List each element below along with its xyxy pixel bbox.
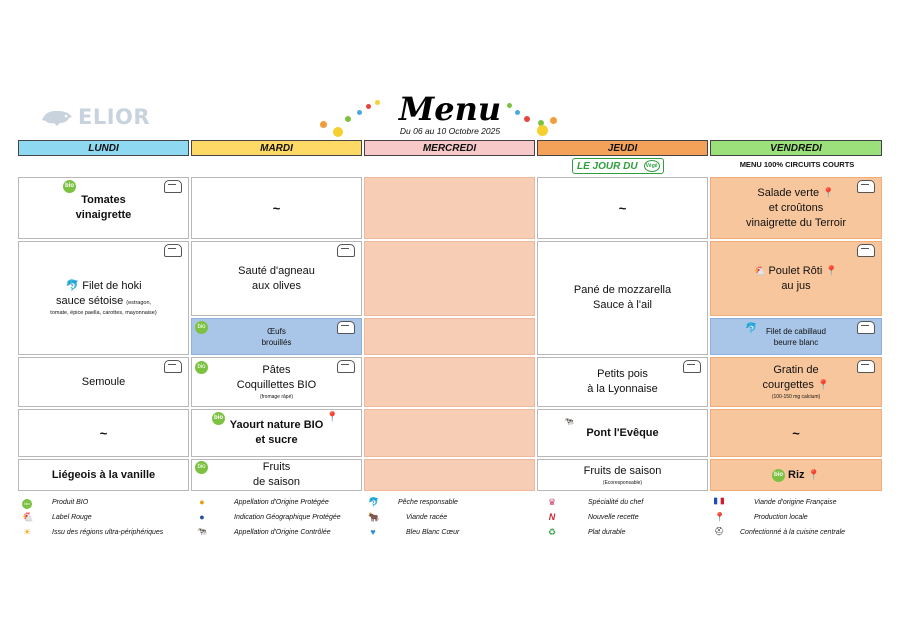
- jeudi-side: [537, 357, 708, 407]
- legend-item: Bleu Blanc Cœur: [406, 529, 460, 536]
- vendredi-alt: [710, 318, 882, 355]
- bio-icon: bio: [22, 499, 32, 509]
- legend-item: Viande d'origine Française: [754, 499, 837, 506]
- jour-du-vege-banner: [572, 158, 664, 174]
- vendredi-side: [710, 357, 882, 407]
- dish-line: Pâtes: [262, 364, 291, 376]
- plat-durable-icon: ♻: [547, 527, 557, 537]
- mercredi-empty-cell: [364, 409, 535, 457]
- legend-item: Appellation d'Origine Protégée: [234, 499, 329, 506]
- mercredi-empty-cell: [364, 357, 535, 407]
- mardi-dessert: [191, 459, 362, 491]
- local-production-icon: 📍: [807, 469, 820, 481]
- jeudi-dessert: [537, 459, 708, 491]
- day-header-mercredi: MERCREDI: [364, 140, 535, 156]
- chef-specialty-icon: ♛: [547, 497, 557, 507]
- chef-hat-icon: [337, 244, 355, 257]
- placeholder-mark: ~: [792, 425, 800, 441]
- legend-item: Confectionné à la cuisine centrale: [740, 529, 846, 536]
- chef-hat-icon: [164, 180, 182, 193]
- igp-icon: ●: [199, 512, 205, 522]
- mercredi-empty-cell: [364, 318, 535, 355]
- mardi-starter: [191, 177, 362, 239]
- confetti-dot: [550, 117, 557, 124]
- bio-icon: bio: [195, 321, 208, 334]
- mercredi-empty-cell: [364, 459, 535, 491]
- dish-note: (Ecoresponsable): [602, 479, 643, 486]
- dish-line: Petits pois: [597, 368, 648, 380]
- legend-item: Produit BIO: [52, 499, 89, 506]
- bio-icon: bio: [195, 461, 208, 474]
- day-header-jeudi: JEUDI: [537, 140, 708, 156]
- dish-line: Tomates: [81, 194, 126, 206]
- vendredi-dessert: [710, 459, 882, 491]
- dish-line: Œufs: [267, 326, 286, 336]
- page-title: Menu: [398, 90, 502, 128]
- chef-hat-icon: [683, 360, 701, 373]
- dish-line: Filet de hoki: [82, 280, 142, 292]
- boar-icon: [40, 106, 74, 128]
- chef-hat-icon: [337, 321, 355, 334]
- lundi-dairy: [18, 409, 189, 457]
- dish-line: Yaourt nature BIO: [229, 419, 324, 431]
- jeudi-starter: [537, 177, 708, 239]
- chef-hat-icon: ⛑: [714, 527, 725, 536]
- dish-note: (100-150 mg calcium): [771, 394, 821, 400]
- dish-line: courgettes: [762, 379, 814, 391]
- dish-line: Fruits: [262, 461, 291, 473]
- day-header-vendredi: VENDREDI: [710, 140, 882, 156]
- fish-icon: 🐬: [745, 323, 758, 334]
- french-flag-icon: [714, 497, 724, 507]
- bio-icon: bio: [212, 412, 225, 425]
- jour-du-label: LE JOUR DU: [577, 160, 638, 172]
- placeholder-mark: ~: [618, 200, 627, 216]
- legend-item: Viande racée: [406, 514, 448, 521]
- dish-line: au jus: [781, 279, 811, 292]
- dish-line: de saison: [252, 476, 301, 488]
- day-header-mardi: MARDI: [191, 140, 362, 156]
- legend-item: Plat durable: [588, 529, 626, 536]
- vendredi-starter: [710, 177, 882, 239]
- aop-icon: ●: [199, 497, 205, 507]
- dish-line: à la Lyonnaise: [587, 383, 658, 395]
- elior-logo: [40, 103, 155, 131]
- legend-item: Production locale: [754, 514, 808, 521]
- local-production-icon: 📍: [816, 380, 830, 391]
- dish-line: Riz: [788, 468, 805, 481]
- dish-line: Salade verte: [757, 186, 820, 199]
- local-production-icon: 📍: [825, 265, 838, 277]
- confetti-dot: [345, 116, 351, 122]
- dish-line: Semoule: [81, 375, 126, 388]
- bleu-blanc-coeur-icon: ♥: [370, 527, 376, 537]
- confetti-dot: [524, 116, 530, 122]
- sun-icon: ☀: [22, 527, 32, 537]
- fish-icon: 🐬: [368, 497, 380, 507]
- aoc-icon: 🐄: [564, 417, 574, 426]
- brand-name: ELIOR: [78, 105, 151, 129]
- local-production-icon: 📍: [714, 512, 726, 522]
- dish-line: aux olives: [252, 279, 301, 292]
- chef-hat-icon: [857, 321, 875, 334]
- dish-note: (fromage râpé): [259, 394, 294, 400]
- legend-item: Issu des régions ultra-périphériques: [52, 529, 164, 536]
- fish-icon: 🐬: [65, 280, 80, 292]
- legend-item: Nouvelle recette: [588, 514, 639, 521]
- chef-hat-icon: [164, 244, 182, 257]
- chef-hat-icon: [857, 244, 875, 257]
- placeholder-mark: ~: [99, 425, 108, 441]
- menu-dates: Du 06 au 10 Octobre 2025: [399, 126, 501, 136]
- bio-icon: bio: [63, 180, 76, 193]
- dish-line: Pané de mozzarella: [573, 284, 672, 296]
- dish-note: tomate, épice paella, carottes, mayonnaise): [50, 310, 157, 316]
- lundi-dessert: [18, 459, 189, 491]
- dish-line: Gratin de: [773, 364, 819, 376]
- chef-hat-icon: [857, 360, 875, 373]
- dish-line: Filet de cabillaud: [765, 326, 827, 336]
- dish-line: sauce sétoise: [55, 295, 124, 307]
- lundi-starter: [18, 177, 189, 239]
- legend-item: Pêche responsable: [398, 499, 458, 506]
- dish-line: et sucre: [255, 434, 298, 446]
- confetti-dot: [357, 110, 362, 115]
- bio-icon: bio: [772, 469, 785, 482]
- dish-line: Sauté d'agneau: [238, 264, 315, 277]
- mardi-main: [191, 241, 362, 316]
- chef-hat-icon: [857, 180, 875, 193]
- dish-line: et croûtons: [768, 201, 824, 214]
- dish-line: Pont l'Evêque: [586, 426, 659, 439]
- viande-racee-icon: 🐂: [368, 512, 380, 522]
- dish-line: beurre blanc: [773, 337, 819, 347]
- new-recipe-icon: N: [548, 512, 556, 522]
- lundi-main: [18, 241, 189, 355]
- lundi-side: [18, 357, 189, 407]
- chef-hat-icon: [164, 360, 182, 373]
- local-production-icon: 📍: [822, 187, 835, 199]
- mercredi-empty-cell: [364, 177, 535, 239]
- confetti-dot: [333, 127, 343, 137]
- jeudi-dairy: [537, 409, 708, 457]
- mardi-side: [191, 357, 362, 407]
- aoc-icon: 🐄: [197, 527, 207, 536]
- dish-line: vinaigrette: [75, 209, 132, 221]
- legend-item: Appellation d'Origine Contrôlée: [234, 529, 331, 536]
- placeholder-mark: ~: [272, 200, 281, 216]
- dish-line: Coquillettes BIO: [236, 379, 317, 391]
- local-production-icon: 📍: [326, 412, 339, 423]
- legend-item: Label Rouge: [52, 514, 92, 521]
- circuits-courts-note: MENU 100% CIRCUITS COURTS: [739, 160, 855, 169]
- dish-note: (estragon,: [126, 300, 152, 306]
- jeudi-main: [537, 241, 708, 355]
- bio-icon: bio: [195, 361, 208, 374]
- dish-line: Poulet Rôti: [768, 264, 823, 277]
- mardi-dairy: [191, 409, 362, 457]
- legend-item: Spécialité du chef: [588, 499, 644, 506]
- dish-line: Liégeois à la vanille: [51, 468, 156, 481]
- dish-line: brouillés: [261, 337, 292, 347]
- label-rouge-icon: 🐔: [754, 265, 766, 276]
- mercredi-empty-cell: [364, 241, 535, 316]
- dish-line: Sauce à l'ail: [593, 299, 652, 311]
- vendredi-dairy: [710, 409, 882, 457]
- legend-item: Indication Géographique Protégée: [234, 514, 341, 521]
- day-header-lundi: LUNDI: [18, 140, 189, 156]
- dish-line: Fruits de saison: [583, 464, 662, 477]
- dish-line: vinaigrette du Terroir: [745, 216, 847, 229]
- confetti-dot: [320, 121, 327, 128]
- vege-badge: Végé: [644, 160, 660, 172]
- label-rouge-icon: 🐔: [22, 512, 34, 522]
- mardi-alt: [191, 318, 362, 355]
- chef-hat-icon: [337, 360, 355, 373]
- confetti-dot: [366, 104, 371, 109]
- vendredi-main: [710, 241, 882, 316]
